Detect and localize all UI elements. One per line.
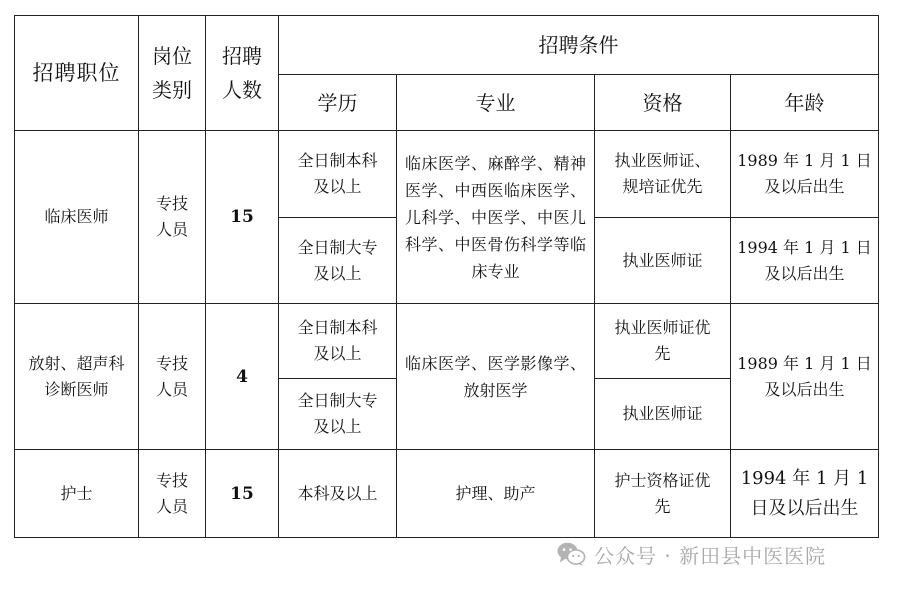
cell-age <box>731 304 879 450</box>
table-header-row <box>15 16 879 75</box>
cell-category-line: 专技 <box>155 353 188 373</box>
cell-qualification-line: 执业医师证、 <box>614 151 711 170</box>
cell-education <box>279 304 397 379</box>
cell-qualification-line: 护士资格证优 <box>614 470 711 490</box>
recruitment-table <box>14 15 879 538</box>
cell-category <box>139 304 206 450</box>
header-major: 专业 <box>397 75 595 131</box>
cell-age-line: 1989 年 1 月 1 日 <box>737 151 872 170</box>
cell-education-line: 及以上 <box>313 177 362 196</box>
cell-age <box>731 131 879 218</box>
cell-education-line: 全日制本科 <box>297 318 378 337</box>
cell-qualification-line: 执业医师证优 <box>614 318 711 337</box>
header-count-line: 招聘 <box>222 44 262 68</box>
wechat-icon <box>556 541 586 567</box>
cell-qualification <box>595 131 731 218</box>
cell-education <box>279 379 397 450</box>
cell-major: 护理、助产 <box>397 450 595 538</box>
cell-age-line: 及以后出生 <box>764 263 845 283</box>
header-category-line: 类别 <box>152 78 192 102</box>
cell-position-line: 诊断医师 <box>44 379 109 399</box>
cell-education <box>279 218 397 304</box>
cell-category-line: 专技 <box>155 194 188 213</box>
cell-education-line: 全日制本科 <box>297 151 378 170</box>
cell-qualification <box>595 304 731 379</box>
cell-category-line: 人员 <box>155 220 188 239</box>
header-category-line: 岗位 <box>152 44 192 68</box>
cell-position: 护士 <box>15 450 139 538</box>
cell-category-line: 人员 <box>155 496 188 516</box>
cell-qualification: 执业医师证 <box>595 379 731 450</box>
header-age: 年龄 <box>731 75 879 131</box>
cell-major: 临床医学、医学影像学、放射医学 <box>397 304 595 450</box>
cell-age <box>731 218 879 304</box>
header-conditions: 招聘条件 <box>279 16 879 75</box>
header-education: 学历 <box>279 75 397 131</box>
cell-count: 15 <box>206 131 279 304</box>
cell-age <box>731 450 879 538</box>
cell-qualification-line: 先 <box>654 344 671 363</box>
cell-qualification-line: 规培证优先 <box>622 177 703 196</box>
cell-age-line: 及以后出生 <box>764 379 845 399</box>
cell-age-line: 及以后出生 <box>764 177 845 196</box>
cell-education-line: 全日制大专 <box>297 237 378 257</box>
cell-qualification-line: 先 <box>654 496 671 516</box>
cell-education: 本科及以上 <box>279 450 397 538</box>
cell-education-line: 全日制大专 <box>297 391 378 410</box>
cell-age-line: 1994 年 1 月 1 日 <box>737 237 872 257</box>
cell-category-line: 人员 <box>155 379 188 399</box>
cell-position: 临床医师 <box>15 131 139 304</box>
cell-major: 临床医学、麻醉学、精神医学、中西医临床医学、儿科学、中医学、中医儿科学、中医骨伤科学等临床专业 <box>397 131 595 304</box>
table-row <box>15 450 879 538</box>
header-category <box>139 16 206 131</box>
cell-qualification: 执业医师证 <box>595 218 731 304</box>
cell-age-line: 1994 年 1 月 1 <box>740 467 869 489</box>
watermark-text: 公众号 · 新田县中医医院 <box>594 543 827 568</box>
cell-education-line: 及以上 <box>313 417 362 436</box>
cell-age-line: 1989 年 1 月 1 日 <box>737 353 872 373</box>
cell-category <box>139 131 206 304</box>
cell-position-line: 放射、超声科 <box>28 353 125 373</box>
table-row <box>15 131 879 218</box>
header-position: 招聘职位 <box>15 16 139 131</box>
cell-age-line: 日及以后出生 <box>750 497 859 519</box>
header-count-line: 人数 <box>222 78 262 102</box>
header-qualification: 资格 <box>595 75 731 131</box>
table-row <box>15 304 879 379</box>
cell-position <box>15 304 139 450</box>
cell-education-line: 及以上 <box>313 263 362 283</box>
cell-count: 4 <box>206 304 279 450</box>
cell-category <box>139 450 206 538</box>
cell-education <box>279 131 397 218</box>
watermark <box>556 539 826 569</box>
header-count <box>206 16 279 131</box>
cell-education-line: 及以上 <box>313 344 362 363</box>
cell-qualification <box>595 450 731 538</box>
cell-category-line: 专技 <box>155 470 188 490</box>
cell-count: 15 <box>206 450 279 538</box>
